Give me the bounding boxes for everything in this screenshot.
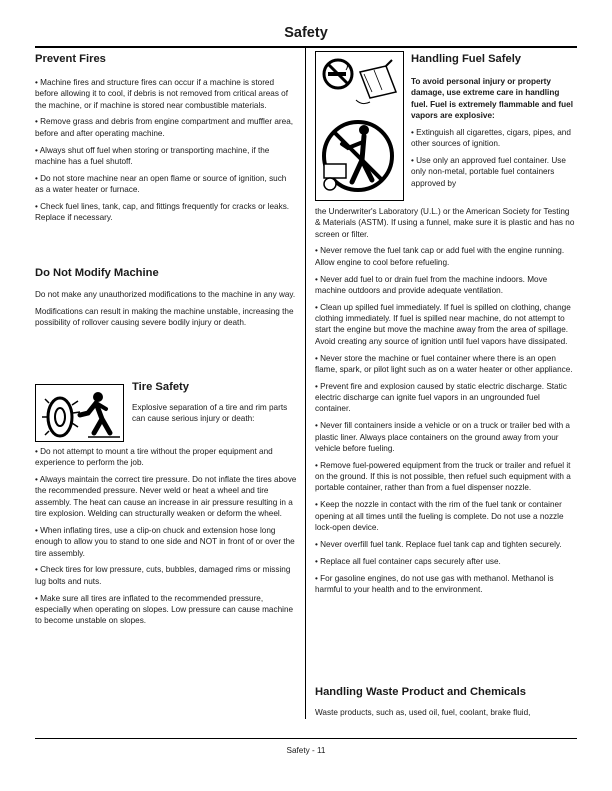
list-item: • Never fill containers inside a vehicle or on a truck or trailer bed with a plastic liner. Always place containers on the ground away from your vehicle before fueling. xyxy=(315,421,570,453)
list-item: • Keep the nozzle in contact with the rim of the fuel tank or container opening at all times until the fueling is complete. Do not use a nozzle lock-open device. xyxy=(315,500,564,532)
list-item: • Do not attempt to mount a tire without the proper equipment and experience to perform the job. xyxy=(35,447,273,468)
do-not-modify-section xyxy=(35,267,297,334)
fuel-heading: Handling Fuel Safely xyxy=(411,53,522,65)
list-item-continued: the Underwriter's Laboratory (U.L.) or the American Society for Testing & Materials (ASTM). If using a funnel, make sure it is plastic and has no screen or filter. xyxy=(315,207,575,239)
fuel-list xyxy=(315,206,577,601)
list-item: • Check tires for low pressure, cuts, bubbles, damaged rims or missing lug bolts and nuts. xyxy=(35,565,291,586)
list-item: • Machine fires and structure fires can occur if a machine is stored before allowing it to cool, if debris is not removed from critical areas of the machine, or if machine is stored near combustible materials. xyxy=(35,78,289,110)
list-item: • Make sure all tires are inflated to the recommended pressure, especially when operating on slopes. Low pressure can cause machine to become unstable on slopes. xyxy=(35,593,294,626)
page-title: Safety xyxy=(284,25,328,41)
list-item: • When inflating tires, use a clip-on chuck and extension hose long enough to allow you to stand to one side and NOT in front of or over the tire assembly. xyxy=(35,525,295,558)
list-item: • Clean up spilled fuel immediately. If fuel is spilled on clothing, change clothing immediately. If fuel is spilled near machine, do not attempt to start the engine but move the machine away from the area of spillage. Avoid creating any source of ignition until fuel vapors have dissipated. xyxy=(315,302,571,346)
list-item: • Use only an approved fuel container. Use only non-metal, portable fuel containers approved by xyxy=(411,155,566,188)
fuel-header xyxy=(411,53,577,189)
do-not-modify-heading: Do Not Modify Machine xyxy=(35,267,159,279)
column-divider xyxy=(305,48,306,719)
tire-explosion-icon xyxy=(35,384,124,442)
no-smoking-fuel-icon xyxy=(315,51,404,201)
list-item: • Never store the machine or fuel container where there is an open flame, spark, or pilot light such as on a water heater or other appliance. xyxy=(315,353,573,374)
tire-safety-intro: Explosive separation of a tire and rim parts can cause serious injury or death: xyxy=(132,403,288,424)
list-item: • For gasoline engines, do not use gas with methanol. Methanol is harmful to your health and to the environment. xyxy=(315,573,554,594)
waste-section xyxy=(315,686,577,718)
tire-safety-header xyxy=(132,381,297,425)
list-item: Do not make any unauthorized modifications to the machine in any way. xyxy=(35,290,296,299)
tire-safety-heading: Tire Safety xyxy=(132,381,190,393)
list-item: • Check fuel lines, tank, cap, and fittings frequently for cracks or leaks. Replace if necessary. xyxy=(35,202,290,223)
list-item: • Remove fuel-powered equipment from the truck or trailer and refuel it on the ground. If this is not possible, then refuel such equipment with a portable container, rather than from a fuel dispenser nozzle. xyxy=(315,460,571,493)
list-item: • Never overfill fuel tank. Replace fuel tank cap and tighten securely. xyxy=(315,539,562,549)
list-item: • Never add fuel to or drain fuel from the machine indoors. Move machine outdoors and provide adequate ventilation. xyxy=(315,274,548,295)
list-item: • Extinguish all cigarettes, cigars, pipes, and other sources of ignition. xyxy=(411,127,571,149)
list-item: • Do not store machine near an open flame or source of ignition, such as a water heater or furnace. xyxy=(35,173,287,195)
page-number: Safety - 11 xyxy=(286,746,326,755)
footer-rule xyxy=(35,738,577,739)
prevent-fires-heading: Prevent Fires xyxy=(35,53,106,65)
list-item: • Always maintain the correct tire pressure. Do not inflate the tires above the recommended pressure. Never weld or heat a wheel and tire assembly. The heat can cause an increase in air pressure resulting in a tire explosion. Welding can structurally weaken or deform the wheel. xyxy=(35,475,297,519)
header-rule xyxy=(35,46,577,48)
waste-text: Waste products, such as, used oil, fuel, coolant, brake fluid, xyxy=(315,708,531,717)
list-item: • Replace all fuel container caps securely after use. xyxy=(315,556,501,566)
list-item: Modifications can result in making the machine unstable, increasing the possibility of rollover causing severe bodily injury or death. xyxy=(35,306,294,328)
list-item: • Prevent fire and explosion caused by static electric discharge. Static electric discharge can ignite fuel vapors in an ungrounded fuel container. xyxy=(315,381,567,414)
prevent-fires-section xyxy=(35,53,297,229)
list-item: • Never remove the fuel tank cap or add fuel with the engine running. Allow engine to cool before refueling. xyxy=(315,246,565,267)
list-item: • Remove grass and debris from engine compartment and muffler area, before and after operating machine. xyxy=(35,117,294,138)
waste-heading: Handling Waste Product and Chemicals xyxy=(315,686,526,698)
fuel-warning: To avoid personal injury or property damage, use extreme care in handling fuel. Fuel is extremely flammable and fuel vapors are explosive: xyxy=(411,77,573,120)
tire-safety-list xyxy=(35,446,297,632)
list-item: • Always shut off fuel when storing or transporting machine, if the machine has a fuel shutoff. xyxy=(35,145,270,166)
